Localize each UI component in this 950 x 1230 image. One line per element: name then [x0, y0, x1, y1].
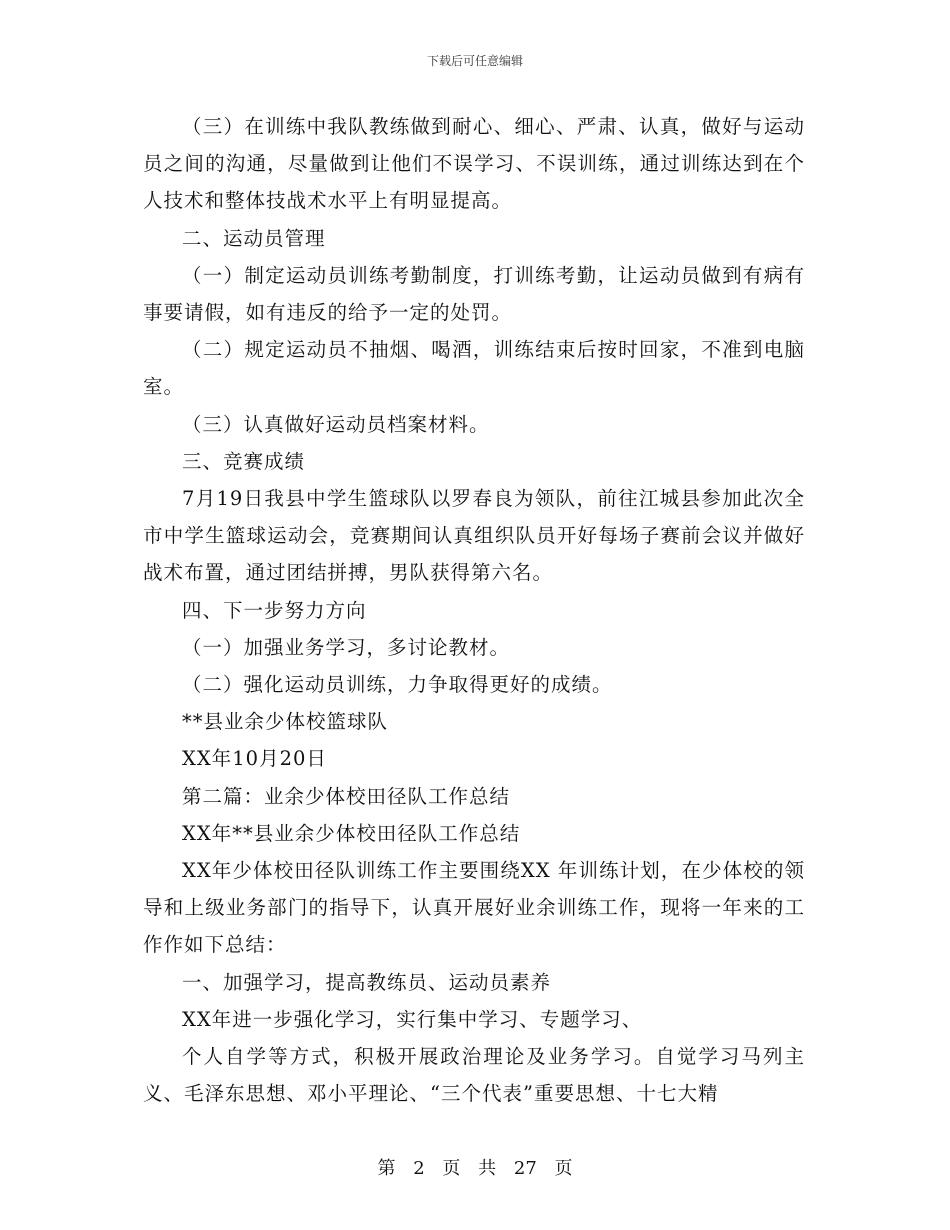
paragraph: （一）制定运动员训练考勤制度，打训练考勤，让运动员做到有病有事要请假，如有违反的给予一定的处罚。 — [143, 263, 805, 325]
section-heading: 一、加强学习，提高教练员、运动员素养 — [182, 970, 552, 994]
document-body — [143, 108, 805, 1112]
chapter-title: 第二篇：业余少体校田径队工作总结 — [182, 784, 511, 808]
document-title: XX年**县业余少体校田径队工作总结 — [182, 821, 521, 845]
paragraph: XX年少体校田径队训练工作主要围绕XX 年训练计划，在少体校的领导和上级业务部门的指导下，认真开展好业余训练工作，现将一年来的工作作如下总结： — [143, 859, 805, 957]
page-header: 下载后可任意编辑 — [426, 54, 523, 68]
paragraph: （二）规定运动员不抽烟、喝酒，训练结束后按时回家，不准到电脑室。 — [143, 338, 805, 399]
paragraph: 7月19日我县中学生篮球队以罗春良为领队，前往江城县参加此次全市中学生篮球运动会，竞赛期间认真组织队员开好每场子赛前会议并做好战术布置，通过团结拼搏，男队获得第六名。 — [143, 487, 805, 585]
signature-org: **县业余少体校篮球队 — [182, 710, 389, 734]
total-label: 共 — [478, 1158, 497, 1179]
page-footer — [0, 1154, 950, 1180]
section-heading: 四、下一步努力方向 — [182, 598, 367, 622]
section-heading: 三、竞赛成绩 — [182, 449, 306, 473]
paragraph: （三）在训练中我队教练做到耐心、细心、严肃、认真，做好与运动员之间的沟通，尽量做到让他们不误学习、不误训练，通过训练达到在个人技术和整体技战术水平上有明显提高。 — [143, 115, 805, 213]
total-pages: 27 — [513, 1158, 537, 1179]
section-heading: 二、运动员管理 — [182, 226, 326, 250]
paragraph: 个人自学等方式，积极开展政治理论及业务学习。自觉学习马列主义、毛泽东思想、邓小平理论、“三个代表”重要思想、十七大精 — [143, 1045, 805, 1106]
signature-date: XX年10月20日 — [182, 747, 327, 771]
paragraph: （一）加强业务学习，多讨论教材。 — [182, 635, 511, 659]
page-unit: 页 — [442, 1158, 461, 1179]
page-number: 2 — [413, 1158, 425, 1179]
paragraph: XX年进一步强化学习，实行集中学习、专题学习、 — [182, 1007, 643, 1031]
paragraph: （二）强化运动员训练，力争取得更好的成绩。 — [182, 673, 613, 697]
paragraph: （三）认真做好运动员档案材料。 — [182, 412, 490, 436]
total-unit: 页 — [554, 1158, 573, 1179]
page-label: 第 — [377, 1158, 396, 1179]
